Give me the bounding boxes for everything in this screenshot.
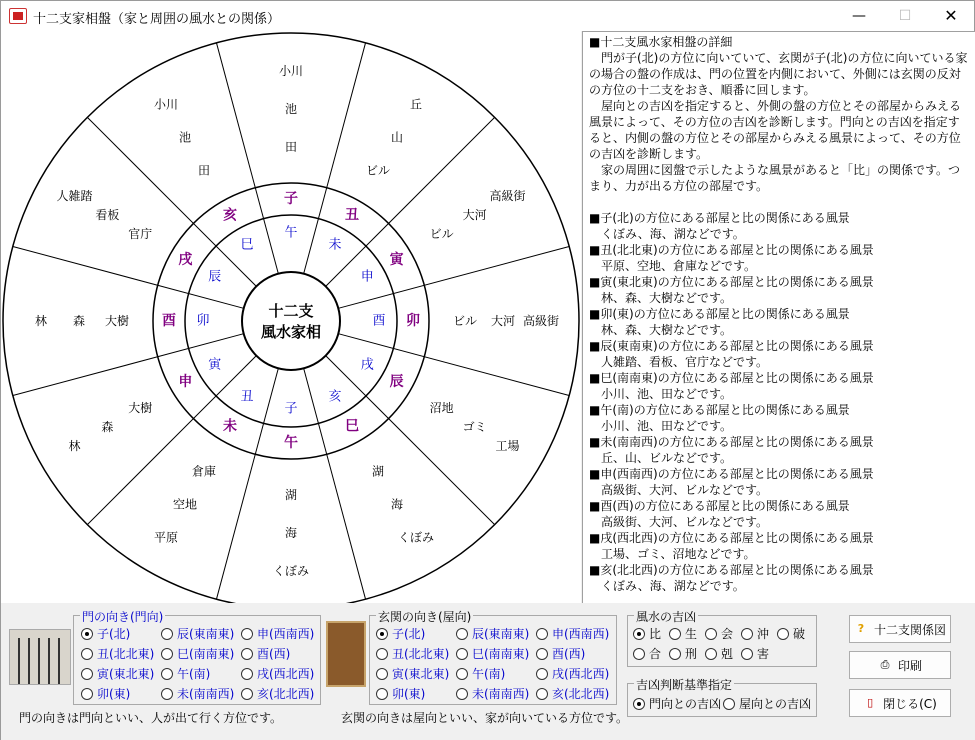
gate-direction-option[interactable] bbox=[81, 645, 154, 662]
relation-chart-button[interactable] bbox=[849, 615, 951, 643]
radio-dot[interactable] bbox=[741, 628, 753, 640]
details-heading-line: ■酉(西)の方位にある部屋と比の関係にある風景 bbox=[589, 499, 850, 513]
radio-dot[interactable] bbox=[456, 648, 468, 660]
outer-branch-label: 巳 bbox=[345, 418, 359, 435]
outer-branch-label: 辰 bbox=[389, 374, 404, 390]
print-button[interactable] bbox=[849, 651, 951, 679]
radio-label: 会 bbox=[721, 627, 734, 641]
scenery-label: 看板 bbox=[95, 208, 120, 222]
details-scenery-line: 林、森、大樹などです。 bbox=[589, 291, 733, 305]
radio-dot[interactable] bbox=[536, 668, 548, 680]
zodiac-wheel bbox=[1, 31, 581, 603]
radio-label: 未(南南西) bbox=[177, 687, 235, 701]
scenery-label: 林 bbox=[68, 439, 81, 453]
wheel-divider bbox=[326, 356, 495, 525]
radio-dot[interactable] bbox=[456, 628, 468, 640]
radio-dot[interactable] bbox=[161, 648, 173, 660]
outer-branch-label: 寅 bbox=[389, 252, 404, 268]
entrance-direction-option[interactable] bbox=[536, 685, 609, 702]
radio-label: 丑(北北東) bbox=[392, 647, 450, 661]
gate-direction-option[interactable] bbox=[241, 625, 314, 642]
radio-dot[interactable] bbox=[536, 688, 548, 700]
radio-dot[interactable] bbox=[81, 628, 93, 640]
radio-label: 屋向との吉凶 bbox=[739, 697, 812, 711]
minimize-button[interactable]: — bbox=[852, 8, 866, 24]
fusui-option[interactable] bbox=[669, 625, 697, 642]
fusui-option[interactable] bbox=[777, 625, 805, 642]
entrance-direction-option[interactable] bbox=[376, 685, 425, 702]
gate-direction-option[interactable] bbox=[241, 645, 290, 662]
inner-branch-label: 子 bbox=[284, 401, 298, 417]
gate-direction-option[interactable] bbox=[81, 665, 154, 682]
radio-dot[interactable] bbox=[536, 648, 548, 660]
details-list bbox=[589, 210, 971, 594]
radio-dot[interactable] bbox=[456, 668, 468, 680]
radio-dot[interactable] bbox=[161, 668, 173, 680]
radio-label: 合 bbox=[649, 647, 662, 661]
entrance-direction-option[interactable] bbox=[536, 645, 585, 662]
gate-note: 門の向きは門向といい、人が出て行く方位です。 bbox=[19, 711, 283, 725]
radio-dot[interactable] bbox=[81, 648, 93, 660]
scenery-label: 海 bbox=[284, 526, 298, 540]
scenery-label: 沼地 bbox=[429, 401, 454, 415]
scenery-label: 海 bbox=[390, 497, 404, 512]
inner-branch-label: 辰 bbox=[208, 269, 222, 285]
scenery-label: 池 bbox=[178, 130, 192, 145]
inner-branch-label: 卯 bbox=[196, 313, 210, 329]
radio-dot[interactable] bbox=[777, 628, 789, 640]
entrance-direction-option[interactable] bbox=[456, 625, 529, 642]
title-bar bbox=[1, 1, 974, 31]
radio-dot[interactable] bbox=[161, 628, 173, 640]
radio-label: 巳(南南東) bbox=[177, 647, 235, 661]
radio-dot[interactable] bbox=[241, 668, 253, 680]
details-heading-line: ■辰(東南東)の方位にある部屋と比の関係にある風景 bbox=[589, 339, 874, 353]
exit-door-icon: ▯ bbox=[867, 696, 874, 709]
gate-direction-option[interactable] bbox=[161, 685, 234, 702]
maximize-button[interactable]: ☐ bbox=[898, 8, 912, 24]
radio-label: 破 bbox=[793, 627, 806, 641]
help-icon: ? bbox=[857, 622, 865, 635]
radio-dot[interactable] bbox=[161, 688, 173, 700]
scenery-label: 湖 bbox=[284, 488, 298, 502]
radio-label: 亥(北北西) bbox=[552, 687, 610, 701]
radio-dot[interactable] bbox=[376, 628, 388, 640]
radio-dot[interactable] bbox=[376, 648, 388, 660]
entrance-direction-option[interactable] bbox=[376, 625, 425, 642]
close-button[interactable] bbox=[849, 689, 951, 717]
close-label: 閉じる(C) bbox=[883, 696, 937, 711]
fusui-option[interactable] bbox=[633, 625, 661, 642]
radio-dot[interactable] bbox=[536, 628, 548, 640]
details-heading-line: ■申(西南西)の方位にある部屋と比の関係にある風景 bbox=[589, 467, 874, 481]
radio-label: 酉(西) bbox=[552, 647, 586, 661]
entrance-direction-option[interactable] bbox=[536, 625, 609, 642]
fusui-option[interactable] bbox=[741, 625, 769, 642]
radio-label: 寅(東北東) bbox=[392, 667, 450, 681]
scenery-label: 官庁 bbox=[128, 227, 153, 241]
radio-dot[interactable] bbox=[81, 688, 93, 700]
details-para-1: 門が子(北)の方位に向いていて、玄関が子(北)の方位に向いている家の場合の盤の作成は、門の位置を内側において、外側には玄関の反対の方位の十二支をおき、順番に回します。 bbox=[589, 51, 968, 97]
outer-branch-label: 亥 bbox=[223, 207, 237, 224]
scenery-label: くぼみ bbox=[397, 530, 435, 545]
inner-branch-label: 丑 bbox=[240, 389, 254, 405]
door-image bbox=[326, 621, 366, 687]
details-scenery-line: くぼみ、海、湖などです。 bbox=[589, 227, 745, 241]
radio-label: 戌(西北西) bbox=[552, 667, 610, 681]
app-icon bbox=[9, 8, 27, 24]
gate-direction-option[interactable] bbox=[241, 685, 314, 702]
controls-panel bbox=[1, 603, 975, 740]
radio-label: 害 bbox=[757, 647, 770, 661]
radio-label: 申(西南西) bbox=[257, 627, 315, 641]
radio-label: 門向との吉凶 bbox=[649, 697, 722, 711]
wheel-divider bbox=[87, 117, 256, 286]
inner-branch-label: 寅 bbox=[208, 357, 222, 373]
details-heading-line: ■子(北)の方位にある部屋と比の関係にある風景 bbox=[589, 211, 850, 225]
radio-dot[interactable] bbox=[723, 698, 735, 710]
inner-branch-label: 未 bbox=[328, 237, 342, 253]
radio-label: 亥(北北西) bbox=[257, 687, 315, 701]
inner-branch-label: 午 bbox=[284, 225, 298, 241]
scenery-label: 小川 bbox=[278, 64, 304, 78]
scenery-label: 湖 bbox=[371, 464, 385, 479]
fusui-option[interactable] bbox=[669, 645, 697, 662]
radio-label: 午(南) bbox=[177, 667, 211, 681]
radio-label: 辰(東南東) bbox=[177, 627, 235, 641]
scenery-label: 大樹 bbox=[104, 314, 130, 328]
entrance-direction-label: 玄関の向き(屋向) bbox=[378, 610, 472, 624]
gate-direction-option[interactable] bbox=[161, 665, 210, 682]
details-title: ■十二支風水家相盤の詳細 bbox=[589, 35, 733, 49]
scenery-label: ビル bbox=[365, 163, 391, 178]
outer-branch-label: 子 bbox=[284, 191, 298, 207]
inner-branch-label: 戌 bbox=[360, 357, 374, 373]
entrance-direction-option[interactable] bbox=[456, 645, 529, 662]
fusui-option[interactable] bbox=[705, 645, 733, 662]
criteria-option[interactable] bbox=[723, 695, 811, 712]
radio-label: 比 bbox=[649, 627, 662, 641]
scenery-label: 高級街 bbox=[522, 314, 560, 328]
radio-dot[interactable] bbox=[669, 648, 681, 660]
radio-label: 戌(西北西) bbox=[257, 667, 315, 681]
radio-label: 卯(東) bbox=[97, 687, 131, 701]
radio-label: 卯(東) bbox=[392, 687, 426, 701]
gate-direction-label: 門の向き(門向) bbox=[82, 610, 164, 624]
scenery-label: 田 bbox=[284, 140, 298, 154]
radio-label: 子(北) bbox=[97, 627, 131, 641]
inner-branch-label: 酉 bbox=[372, 313, 386, 329]
entrance-direction-option[interactable] bbox=[456, 665, 505, 682]
outer-branch-label: 戌 bbox=[178, 252, 193, 268]
radio-label: 午(南) bbox=[472, 667, 506, 681]
details-scenery-line: 林、森、大樹などです。 bbox=[589, 323, 733, 337]
outer-branch-label: 未 bbox=[223, 418, 237, 435]
details-scenery-line: くぼみ、海、湖などです。 bbox=[589, 579, 745, 593]
radio-dot[interactable] bbox=[633, 628, 645, 640]
details-heading-line: ■未(南南西)の方位にある部屋と比の関係にある風景 bbox=[589, 435, 874, 449]
radio-dot[interactable] bbox=[633, 648, 645, 660]
details-text-panel[interactable] bbox=[582, 31, 975, 603]
details-scenery-line: 小川、池、田などです。 bbox=[589, 419, 733, 433]
entrance-direction-option[interactable] bbox=[376, 665, 449, 682]
entrance-direction-option[interactable] bbox=[376, 645, 449, 662]
radio-dot[interactable] bbox=[705, 648, 717, 660]
radio-label: 申(西南西) bbox=[552, 627, 610, 641]
entrance-direction-option[interactable] bbox=[456, 685, 529, 702]
scenery-label: ゴミ bbox=[462, 420, 487, 434]
details-heading-line: ■卯(東)の方位にある部屋と比の関係にある風景 bbox=[589, 307, 850, 321]
radio-dot[interactable] bbox=[705, 628, 717, 640]
scenery-label: 山 bbox=[390, 130, 404, 145]
zodiac-wheel-panel bbox=[1, 31, 581, 603]
details-scenery-line: 工場、ゴミ、沼地などです。 bbox=[589, 547, 756, 561]
radio-label: 沖 bbox=[757, 627, 770, 641]
gate-direction-option[interactable] bbox=[81, 685, 130, 702]
scenery-label: 平原 bbox=[153, 530, 179, 545]
outer-branch-label: 卯 bbox=[406, 313, 420, 329]
outer-branch-label: 午 bbox=[284, 435, 298, 451]
radio-label: 剋 bbox=[721, 647, 734, 661]
inner-branch-label: 巳 bbox=[240, 237, 254, 253]
inner-branch-label: 亥 bbox=[328, 389, 342, 405]
radio-dot[interactable] bbox=[376, 688, 388, 700]
details-heading-line: ■丑(北北東)の方位にある部屋と比の関係にある風景 bbox=[589, 243, 874, 257]
radio-dot[interactable] bbox=[241, 688, 253, 700]
fusui-option[interactable] bbox=[741, 645, 769, 662]
fusui-option[interactable] bbox=[705, 625, 733, 642]
radio-label: 酉(西) bbox=[257, 647, 291, 661]
scenery-label: 倉庫 bbox=[191, 464, 217, 479]
scenery-label: ビル bbox=[429, 227, 454, 241]
center-title-line1: 十二支 bbox=[268, 302, 314, 320]
details-scenery-line: 人雑踏、看板、官庁などです。 bbox=[589, 355, 769, 369]
scenery-label: 小川 bbox=[153, 97, 179, 112]
printer-icon: ⎙ bbox=[880, 658, 890, 671]
radio-dot[interactable] bbox=[669, 628, 681, 640]
inner-branch-label: 申 bbox=[360, 269, 374, 285]
details-scenery-line: 高級街、大河、ビルなどです。 bbox=[589, 483, 769, 497]
center-title-line2: 風水家相 bbox=[260, 323, 322, 341]
wheel-ring bbox=[242, 272, 340, 370]
print-label: 印刷 bbox=[897, 658, 922, 673]
radio-dot[interactable] bbox=[741, 648, 753, 660]
relation-chart-label: 十二支関係図 bbox=[873, 622, 946, 637]
scenery-label: 丘 bbox=[409, 97, 423, 112]
gate-direction-option[interactable] bbox=[81, 625, 130, 642]
scenery-label: 工場 bbox=[495, 439, 520, 453]
scenery-label: 空地 bbox=[172, 497, 198, 512]
outer-branch-label: 酉 bbox=[162, 313, 176, 329]
gate-direction-option[interactable] bbox=[241, 665, 314, 682]
details-heading-line: ■寅(東北東)の方位にある部屋と比の関係にある風景 bbox=[589, 275, 874, 289]
details-heading-line: ■亥(北北西)の方位にある部屋と比の関係にある風景 bbox=[589, 563, 874, 577]
details-para-3: 家の周囲に図盤で示したような風景があると「比」の関係です。つまり、力が出る方位の部屋です。 bbox=[589, 163, 961, 193]
gate-direction-option[interactable] bbox=[161, 625, 234, 642]
scenery-label: 大河 bbox=[490, 314, 516, 328]
entrance-note: 玄関の向きは屋向といい、家が向いている方位です。 bbox=[341, 711, 629, 725]
details-scenery-line: 丘、山、ビルなどです。 bbox=[589, 451, 733, 465]
scenery-label: 森 bbox=[72, 314, 86, 328]
window-title: 十二支家相盤（家と周囲の風水との関係） bbox=[33, 12, 281, 27]
criteria-label: 吉凶判断基準指定 bbox=[636, 678, 733, 692]
scenery-label: 高級街 bbox=[489, 189, 526, 203]
gate-image bbox=[9, 629, 71, 685]
scenery-label: 大河 bbox=[462, 208, 487, 222]
radio-label: 辰(東南東) bbox=[472, 627, 530, 641]
radio-dot[interactable] bbox=[633, 698, 645, 710]
scenery-label: 人雑踏 bbox=[56, 189, 93, 203]
gate-direction-option[interactable] bbox=[161, 645, 234, 662]
details-scenery-line: 小川、池、田などです。 bbox=[589, 387, 733, 401]
scenery-label: くぼみ bbox=[272, 564, 310, 578]
criteria-option[interactable] bbox=[633, 695, 721, 712]
scenery-label: 林 bbox=[34, 314, 48, 328]
radio-dot[interactable] bbox=[241, 628, 253, 640]
scenery-label: 大樹 bbox=[128, 401, 153, 415]
fusui-label: 風水の吉凶 bbox=[636, 610, 697, 624]
radio-label: 未(南南西) bbox=[472, 687, 530, 701]
details-heading-line: ■巳(南南東)の方位にある部屋と比の関係にある風景 bbox=[589, 371, 874, 385]
details-heading-line: ■戌(西北西)の方位にある部屋と比の関係にある風景 bbox=[589, 531, 874, 545]
outer-branch-label: 丑 bbox=[345, 207, 359, 224]
wheel-divider bbox=[87, 356, 256, 525]
radio-label: 生 bbox=[685, 627, 698, 641]
radio-label: 巳(南南東) bbox=[472, 647, 530, 661]
scenery-label: 田 bbox=[197, 163, 211, 178]
radio-dot[interactable] bbox=[241, 648, 253, 660]
entrance-direction-option[interactable] bbox=[536, 665, 609, 682]
scenery-label: ビル bbox=[452, 314, 478, 328]
fusui-option[interactable] bbox=[633, 645, 661, 662]
radio-label: 丑(北北東) bbox=[97, 647, 155, 661]
radio-label: 刑 bbox=[685, 647, 698, 661]
outer-branch-label: 申 bbox=[178, 374, 193, 390]
details-scenery-line: 高級街、大河、ビルなどです。 bbox=[589, 515, 769, 529]
radio-dot[interactable] bbox=[376, 668, 388, 680]
details-heading-line: ■午(南)の方位にある部屋と比の関係にある風景 bbox=[589, 403, 850, 417]
radio-label: 子(北) bbox=[392, 627, 426, 641]
close-window-button[interactable]: ✕ bbox=[944, 6, 958, 25]
wheel-divider bbox=[326, 117, 495, 286]
radio-dot[interactable] bbox=[456, 688, 468, 700]
details-para-2: 屋向との吉凶を指定すると、外側の盤の方位とその部屋からみえる風景によって、その方位の吉凶を診断します。門向との吉凶を指定すると、内側の盤の方位とその部屋からみえる風景によって、その方位の吉凶を診断します。 bbox=[589, 99, 962, 161]
radio-label: 寅(東北東) bbox=[97, 667, 155, 681]
details-scenery-line: 平原、空地、倉庫などです。 bbox=[589, 259, 757, 273]
scenery-label: 池 bbox=[284, 102, 298, 116]
scenery-label: 森 bbox=[101, 420, 114, 434]
radio-dot[interactable] bbox=[81, 668, 93, 680]
